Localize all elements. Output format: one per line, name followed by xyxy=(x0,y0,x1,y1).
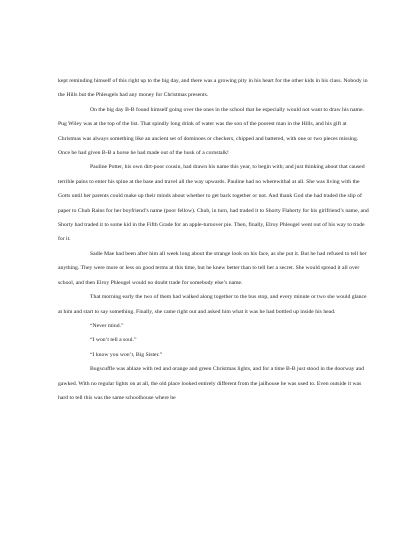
paragraph: That morning early the two of them had walked along together to the bus stop, and every minute or two she would glance at him and start to say something. Finally, she came right out and asked him what it was he had bottled up inside his head. xyxy=(58,294,367,315)
dialogue-line: “I won’t tell a soul.” xyxy=(90,337,137,344)
paragraph: Pauline Potter, his own dirt-poor cousin, had drawn his name this year, to begin with; and just thinking about that caused terrible pains to enter his spine at the base and travel all the way upwards. Pauline had no wherewithal at all. She was living with the Gotts until her parents could make up their minds about whether to get back together or not. And thank God she had traded the slip of paper to Chub Rains for her boyfriend’s name (poor fellow). Chub, in turn, had traded it to Shorty Flaherty for his girlfriend’s name, and Shorty had traded it to some kid in the Fifth Grade for an apple-turnover pie. Then, finally, Elroy Phleugel went out of his way to trade for it. xyxy=(58,164,369,243)
dialogue-line: “I know you won’t, Big Sister.” xyxy=(90,351,163,358)
dialogue-line: “Never mind.” xyxy=(90,322,124,329)
paragraph: kept reminding himself of this right up to the big day, and there was a growing pity in his heart for the other kids in his class. Nobody in the Hills but the Phleugels had any money for Christmas presents. xyxy=(58,78,368,99)
paragraph: Bugscuffle was ablaze with red and orange and green Christmas lights, and for a time B-B just stood in the doorway and gawked. With no regular lights on at all, the old place looked entirely different from the jailhouse he was used to. Even outside it was hard to tell this was the same schoolhouse where he xyxy=(58,366,365,401)
paragraph: On the big day B-B found himself going over the ones in the school that he especially would not want to draw his name. Pug Wiley was at the top of the list. That spindly long drink of water was the son of the poorest man in the Hills, and his gift at Christmas was always something like an ancient set of dominoes or checkers, chipped and battered, with one or two pieces missing. Once he had given B-B a horse he had made out of the husk of a cornstalk! xyxy=(58,106,364,157)
paragraph: Sadie Mae had been after him all week long about the strange look on his face, as she put it. But he had refused to tell her anything. They were more or less on good terms at this time, but he knew better than to tell her a secret. She would spread it all over school, and then Elroy Phleugel would no doubt trade for somebody else’s name. xyxy=(58,250,367,286)
